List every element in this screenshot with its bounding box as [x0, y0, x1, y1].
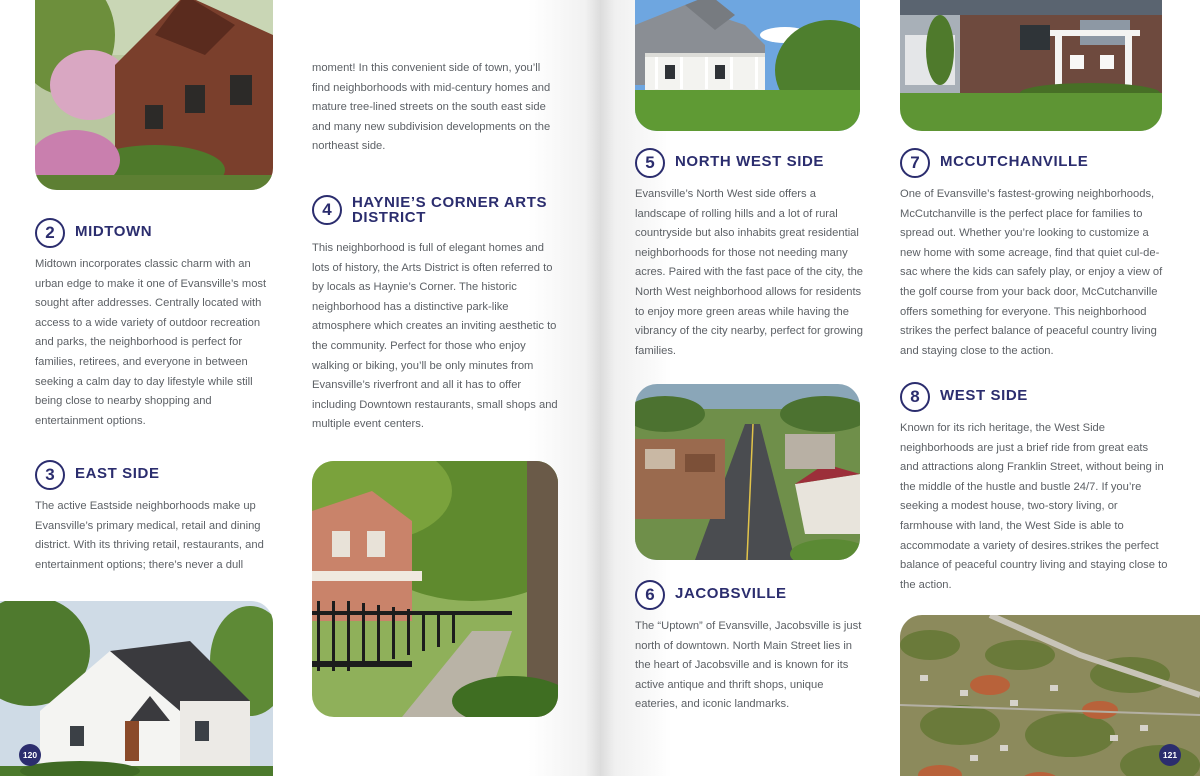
section-title: JACOBSVILLE [675, 585, 787, 602]
section-body-midtown: Midtown incorporates classic charm with an urban edge to make it one of Evansville’s most sought after addresses. Centrally located with access to a wide variety of outdoor recreation and parks, the neighborhood is perfect for families, retirees, and everyone in between seeking a calm day to day lifestyle while still being close to nearby shopping and entertainment options. [35, 258, 267, 427]
section-body-mccutchanville: One of Evansville’s fastest-growing neighborhoods, McCutchanville is the perfect place for families to spread out. Whether you’re looking to customize a new home with some acreage, find that quiet cul-de-sac where the kids can safely play, or enjoy a view of the golf course from your back door, McCutchanville offers something for everyone. This neighborhood strikes the perfect balance of peaceful country living and staying close to the action. [900, 188, 1163, 357]
photo-jacobsville-main-street-aerial [635, 384, 860, 560]
section-title-line2: DISTRICT [352, 209, 426, 226]
section-heading-midtown [35, 218, 152, 248]
section-heading-north-west-side [635, 148, 824, 178]
section-body-jacobsville: The “Uptown” of Evansville, Jacobsville is just north of downtown. North Main Street lies in the heart of Jacobsville and is known for its active antique and thrift shops, unique eateries, and iconic landmarks. [635, 620, 862, 711]
section-title: WEST SIDE [940, 387, 1028, 404]
book-gutter-shadow [585, 0, 615, 776]
section-number-badge: 8 [900, 382, 930, 412]
section-body-east-side: The active Eastside neighborhoods make up Evansville’s primary medical, retail and dining district. With its thriving retail, restaurants, and entertainment options; there’s never a dull [35, 500, 264, 571]
section-title: MCCUTCHANVILLE [940, 153, 1089, 170]
photo-white-farmhouse-porch [635, 0, 860, 131]
section-body-west-side: Known for its rich heritage, the West Side neighborhoods are just a brief ride from great eats and attractions along Franklin Street, without being in the middle of the hustle and bustle 24/7. If you’re seeking a modest house, two-story living, or farmhouse with land, the West Side is able to accommodate a variety of desires.strikes the perfect balance of peaceful country living and staying close to the action. [900, 422, 1168, 591]
section-heading-west-side [900, 382, 1028, 412]
section-body-north-west-side: Evansville’s North West side offers a landscape of rolling hills and a lot of rural countryside but also inhabits great residential neighborhoods for those not needing many acres. Paired with the fast pace of the city, the North West neighborhood allows for residents to enjoy more green areas while having the vibrancy of the city nearby, perfect for growing families. [635, 188, 864, 357]
page-number-badge: 121 [1159, 744, 1181, 766]
right-page [600, 0, 1200, 776]
section-title [352, 195, 547, 225]
section-body-haynies-corner: This neighborhood is full of elegant homes and lots of history, the Arts District is often referred to by locals as Haynie’s Corner. The historic neighborhood has a distinctive park-like atmosphere which creates an inviting aesthetic to the community. Perfect for those who enjoy walking or biking, you’ll be only minutes from Evansville’s riverfront and all it has to offer including Downtown restaurants, small shops and multiple event centers. [312, 242, 558, 431]
section-heading-mccutchanville [900, 148, 1088, 178]
photo-historic-street-fence [312, 461, 558, 717]
section-title: EAST SIDE [75, 465, 160, 482]
section-title: MIDTOWN [75, 223, 153, 240]
photo-white-cottage [0, 601, 273, 776]
section-heading-haynies-corner [312, 195, 547, 225]
section-title: NORTH WEST SIDE [675, 153, 825, 170]
photo-brick-house-white-columns [900, 0, 1162, 131]
section-heading-jacobsville [635, 580, 787, 610]
section-heading-east-side [35, 460, 160, 490]
section-number-badge: 5 [635, 148, 665, 178]
section-number-badge: 6 [635, 580, 665, 610]
continued-text-east-side: moment! In this convenient side of town, you’ll find neighborhoods with mid-century homes and mature tree-lined streets on the south east side and many new subdivision developments on the northeast side. [312, 62, 551, 153]
section-number-badge: 2 [35, 218, 65, 248]
section-title-line1: HAYNIE’S CORNER ARTS [352, 194, 548, 211]
section-number-badge: 7 [900, 148, 930, 178]
page-number-badge: 120 [19, 744, 41, 766]
photo-brick-tudor-house [35, 0, 273, 190]
section-number-badge: 3 [35, 460, 65, 490]
section-number-badge: 4 [312, 195, 342, 225]
photo-west-side-aerial [900, 615, 1200, 776]
